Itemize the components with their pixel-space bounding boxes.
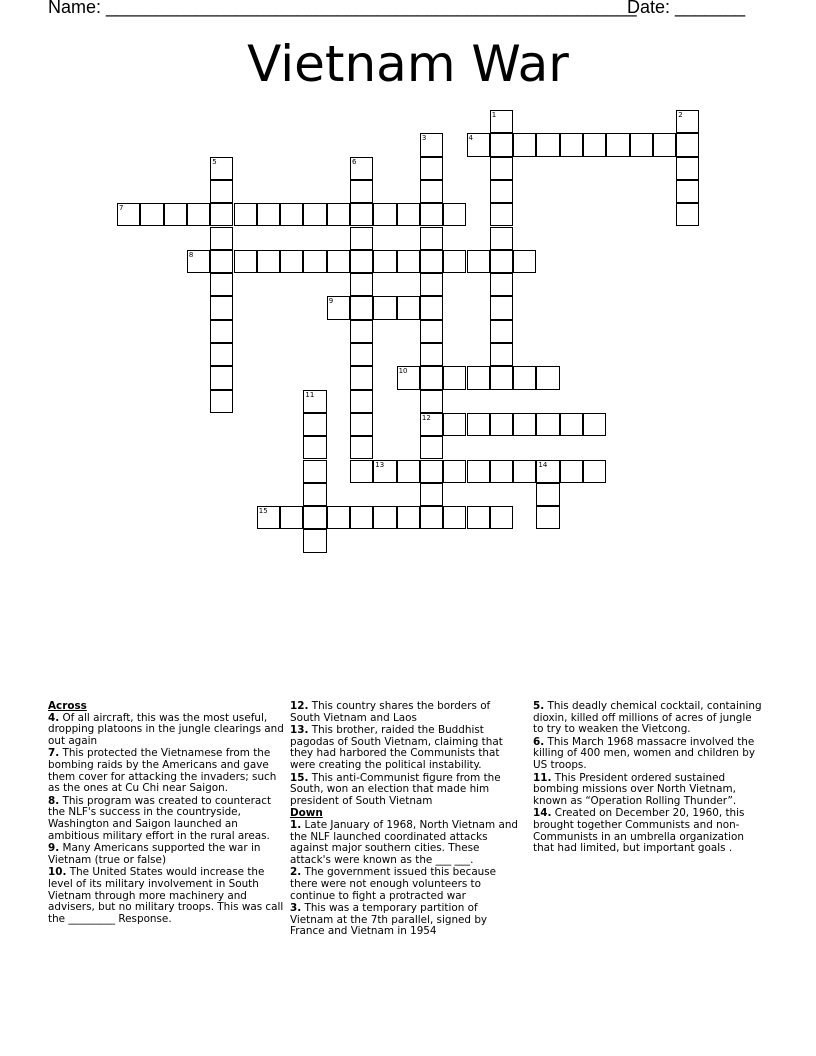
grid-cell[interactable]	[490, 460, 513, 483]
grid-cell[interactable]	[350, 460, 373, 483]
grid-cell[interactable]	[303, 390, 326, 413]
grid-cell[interactable]	[303, 203, 326, 226]
grid-cell[interactable]	[350, 227, 373, 250]
grid-cell[interactable]	[443, 460, 466, 483]
grid-cell[interactable]	[490, 110, 513, 133]
grid-cell[interactable]	[490, 227, 513, 250]
grid-cell[interactable]	[443, 506, 466, 529]
cell-number: 7	[119, 204, 124, 213]
clue-number: 11.	[533, 771, 552, 784]
grid-cell[interactable]	[350, 180, 373, 203]
grid-cell[interactable]	[467, 413, 490, 436]
grid-cell[interactable]	[350, 366, 373, 389]
grid-cell[interactable]	[420, 250, 443, 273]
clue-across-10	[48, 867, 284, 925]
grid-cell[interactable]	[187, 250, 210, 273]
grid-cell[interactable]	[420, 483, 443, 506]
grid-cell[interactable]	[397, 460, 420, 483]
grid-cell[interactable]	[257, 506, 280, 529]
grid-cell[interactable]	[467, 250, 490, 273]
grid-cell[interactable]	[164, 203, 187, 226]
grid-cell[interactable]	[490, 157, 513, 180]
grid-cell[interactable]	[350, 506, 373, 529]
grid-cell[interactable]	[303, 483, 326, 506]
grid-cell[interactable]	[676, 110, 699, 133]
grid-cell[interactable]	[117, 203, 140, 226]
grid-cell[interactable]	[467, 133, 490, 156]
grid-cell[interactable]	[420, 320, 443, 343]
grid-cell[interactable]	[536, 460, 559, 483]
grid-cell[interactable]	[420, 227, 443, 250]
clue-number: 7.	[48, 747, 60, 760]
grid-cell[interactable]	[560, 460, 583, 483]
grid-cell[interactable]	[350, 390, 373, 413]
clue-across-13	[290, 725, 522, 771]
cell-number: 13	[375, 460, 385, 469]
across-heading: Across	[48, 700, 87, 712]
clue-text: Late January of 1968, North Vietnam and the NLF launched coordinated attacks against major southern cities. These attack's were known as the ___ ___.	[290, 818, 519, 866]
grid-cell[interactable]	[210, 157, 233, 180]
grid-cell[interactable]	[210, 203, 233, 226]
grid-cell[interactable]	[653, 133, 676, 156]
grid-cell[interactable]	[490, 366, 513, 389]
grid-cell[interactable]	[420, 296, 443, 319]
grid-cell[interactable]	[583, 413, 606, 436]
grid-cell[interactable]	[187, 203, 210, 226]
cell-number: 5	[212, 157, 217, 166]
grid-cell[interactable]	[373, 506, 396, 529]
grid-cell[interactable]	[420, 273, 443, 296]
grid-cell[interactable]	[234, 250, 257, 273]
clue-text: This was a temporary partition of Vietnam at the 7th parallel, signed by France and Vietnam in 1954	[290, 902, 488, 938]
clue-number: 12.	[290, 700, 309, 712]
grid-cell[interactable]	[420, 203, 443, 226]
clue-number: 4.	[48, 711, 60, 724]
grid-cell[interactable]	[420, 506, 443, 529]
cell-number: 14	[538, 460, 548, 469]
grid-cell[interactable]	[490, 343, 513, 366]
grid-cell[interactable]	[373, 296, 396, 319]
clues-column-2	[290, 701, 522, 939]
grid-cell[interactable]	[420, 343, 443, 366]
date-field[interactable]: Date: _______	[627, 0, 746, 17]
grid-cell[interactable]	[420, 413, 443, 436]
clue-text: This country shares the borders of South Vietnam and Laos	[290, 700, 491, 724]
grid-cell[interactable]	[210, 320, 233, 343]
clue-number: 6.	[533, 735, 545, 748]
cell-number: 12	[421, 413, 431, 422]
grid-cell[interactable]	[373, 460, 396, 483]
grid-cell[interactable]	[583, 133, 606, 156]
cell-number: 11	[305, 390, 315, 399]
clue-across-4	[48, 713, 284, 748]
grid-cell[interactable]	[327, 296, 350, 319]
grid-cell[interactable]	[490, 273, 513, 296]
clue-text: Created on December 20, 1960, this brought together Communists and non-Communists in an umbrella organization that had limited, but important goals .	[533, 807, 745, 855]
clue-across-8	[48, 796, 284, 842]
cell-number: 6	[352, 157, 357, 166]
grid-cell[interactable]	[536, 483, 559, 506]
grid-cell[interactable]	[443, 366, 466, 389]
grid-cell[interactable]	[583, 460, 606, 483]
grid-cell[interactable]	[257, 250, 280, 273]
clue-text: This anti-Communist figure from the South, won an election that made him president of South Vietnam	[290, 771, 501, 807]
cell-number: 1	[491, 111, 497, 119]
clue-number: 14.	[533, 807, 552, 820]
clue-number: 5.	[533, 700, 545, 712]
grid-cell[interactable]	[210, 296, 233, 319]
clue-number: 13.	[290, 724, 309, 737]
grid-cell[interactable]	[210, 273, 233, 296]
grid-cell[interactable]	[536, 413, 559, 436]
grid-cell[interactable]	[490, 506, 513, 529]
grid-cell[interactable]	[443, 250, 466, 273]
grid-cell[interactable]	[536, 506, 559, 529]
clue-text: The United States would increase the level of its military involvement in South Vietnam through more machinery and advisers, but no military troops. This was call the _________ Response.	[48, 866, 284, 925]
cell-number: 2	[678, 111, 683, 119]
grid-cell[interactable]	[303, 413, 326, 436]
grid-cell[interactable]	[676, 203, 699, 226]
clue-text: Many Americans supported the war in Vietnam (true or false)	[48, 842, 261, 866]
clue-number: 2.	[290, 866, 302, 879]
grid-cell[interactable]	[327, 203, 350, 226]
clue-down-1	[290, 820, 522, 866]
grid-cell[interactable]	[303, 436, 326, 459]
grid-cell[interactable]	[420, 460, 443, 483]
grid-cell[interactable]	[490, 250, 513, 273]
clue-number: 1.	[290, 818, 302, 831]
grid-cell[interactable]	[490, 296, 513, 319]
grid-cell[interactable]	[420, 390, 443, 413]
clue-across-15	[290, 773, 522, 808]
grid-cell[interactable]	[490, 133, 513, 156]
cell-number: 9	[328, 297, 334, 306]
grid-cell[interactable]	[467, 366, 490, 389]
grid-cell[interactable]	[536, 366, 559, 389]
grid-cell[interactable]	[630, 133, 653, 156]
grid-cell[interactable]	[420, 180, 443, 203]
grid-cell[interactable]	[420, 157, 443, 180]
grid-cell[interactable]	[257, 203, 280, 226]
grid-cell[interactable]	[606, 133, 629, 156]
page-title: Vietnam War	[247, 35, 569, 93]
grid-cell[interactable]	[210, 390, 233, 413]
cell-number: 15	[258, 507, 268, 516]
grid-cell[interactable]	[397, 366, 420, 389]
clue-down-3	[290, 903, 522, 938]
clue-text: This protected the Vietnamese from the bombing raids by the Americans and gave them cover for attacking the invaders; such as the ones at Cu Chi near Saigon.	[48, 747, 277, 795]
grid-cell[interactable]	[513, 413, 536, 436]
grid-cell[interactable]	[397, 506, 420, 529]
grid-cell[interactable]	[280, 250, 303, 273]
grid-cell[interactable]	[490, 413, 513, 436]
grid-cell[interactable]	[373, 203, 396, 226]
grid-cell[interactable]	[280, 203, 303, 226]
grid-cell[interactable]	[513, 133, 536, 156]
clue-text: The government issued this because there were not enough volunteers to continue to fight a protracted war	[290, 866, 497, 902]
grid-cell[interactable]	[490, 320, 513, 343]
grid-cell[interactable]	[560, 133, 583, 156]
grid-cell[interactable]	[350, 343, 373, 366]
clue-text: Of all aircraft, this was the most useful, dropping platoons in the jungle clearings and out again	[48, 711, 284, 747]
grid-cell[interactable]	[420, 133, 443, 156]
grid-cell[interactable]	[676, 180, 699, 203]
grid-cell[interactable]	[397, 250, 420, 273]
grid-cell[interactable]	[234, 203, 257, 226]
grid-cell[interactable]	[303, 250, 326, 273]
grid-cell[interactable]	[350, 273, 373, 296]
clue-down-6	[533, 737, 765, 772]
grid-cell[interactable]	[303, 506, 326, 529]
grid-cell[interactable]	[350, 157, 373, 180]
clues-column-1	[48, 701, 284, 926]
grid-cell[interactable]	[513, 250, 536, 273]
grid-cell[interactable]	[467, 506, 490, 529]
grid-cell[interactable]	[676, 133, 699, 156]
clue-text: This March 1968 massacre involved the killing of 400 men, women and children by US troops.	[533, 735, 756, 771]
grid-cell[interactable]	[443, 413, 466, 436]
cell-number: 4	[468, 134, 473, 143]
clues-column-3	[533, 701, 765, 856]
clue-across-7	[48, 748, 284, 794]
grid-cell[interactable]	[420, 436, 443, 459]
grid-cell[interactable]	[327, 506, 350, 529]
clue-across-12	[290, 701, 522, 724]
clue-down-14	[533, 808, 765, 854]
clue-across-9	[48, 843, 284, 866]
grid-cell[interactable]	[373, 250, 396, 273]
clue-number: 8.	[48, 794, 60, 807]
grid-cell[interactable]	[210, 366, 233, 389]
clue-text: This President ordered sustained bombing missions over North Vietnam, known as “Operation Rolling Thunder”.	[533, 771, 737, 807]
grid-cell[interactable]	[350, 296, 373, 319]
grid-cell[interactable]	[350, 320, 373, 343]
grid-cell[interactable]	[350, 203, 373, 226]
cell-number: 8	[188, 250, 194, 259]
grid-cell[interactable]	[467, 460, 490, 483]
grid-cell[interactable]	[350, 436, 373, 459]
grid-cell[interactable]	[140, 203, 163, 226]
clue-number: 9.	[48, 842, 60, 855]
grid-cell[interactable]	[210, 180, 233, 203]
cell-number: 10	[398, 367, 408, 376]
grid-cell[interactable]	[303, 460, 326, 483]
grid-cell[interactable]	[210, 250, 233, 273]
grid-cell[interactable]	[350, 413, 373, 436]
clue-text: This program was created to counteract the NLF's success in the countryside, Washington and Saigon launched an ambitious military effort in the rural areas.	[48, 794, 272, 842]
grid-cell[interactable]	[560, 413, 583, 436]
grid-cell[interactable]	[397, 203, 420, 226]
clue-number: 15.	[290, 771, 309, 784]
grid-cell[interactable]	[676, 157, 699, 180]
grid-cell[interactable]	[350, 250, 373, 273]
grid-cell[interactable]	[536, 133, 559, 156]
clue-down-11	[533, 773, 765, 808]
down-heading: Down	[290, 807, 323, 820]
clue-number: 10.	[48, 866, 67, 879]
grid-cell[interactable]	[210, 227, 233, 250]
grid-cell[interactable]	[490, 203, 513, 226]
grid-cell[interactable]	[513, 460, 536, 483]
grid-cell[interactable]	[280, 506, 303, 529]
grid-cell[interactable]	[327, 250, 350, 273]
clue-text: This brother, raided the Buddhist pagodas of South Vietnam, claiming that they had harbored the Communists that were creating the political instability.	[290, 724, 503, 771]
cell-number: 3	[421, 134, 427, 143]
grid-cell[interactable]	[490, 180, 513, 203]
grid-cell[interactable]	[443, 203, 466, 226]
clue-down-5	[533, 701, 765, 736]
clue-number: 3.	[290, 902, 302, 915]
name-field[interactable]: Name: _____________________________________________________	[48, 0, 637, 17]
clue-down-2	[290, 867, 522, 902]
grid-cell[interactable]	[303, 529, 326, 552]
grid-cell[interactable]	[420, 366, 443, 389]
grid-cell[interactable]	[397, 296, 420, 319]
grid-cell[interactable]	[513, 366, 536, 389]
grid-cell[interactable]	[210, 343, 233, 366]
clue-text: This deadly chemical cocktail, containing dioxin, killed off millions of acres of jungle to try to weaken the Vietcong.	[533, 700, 762, 736]
